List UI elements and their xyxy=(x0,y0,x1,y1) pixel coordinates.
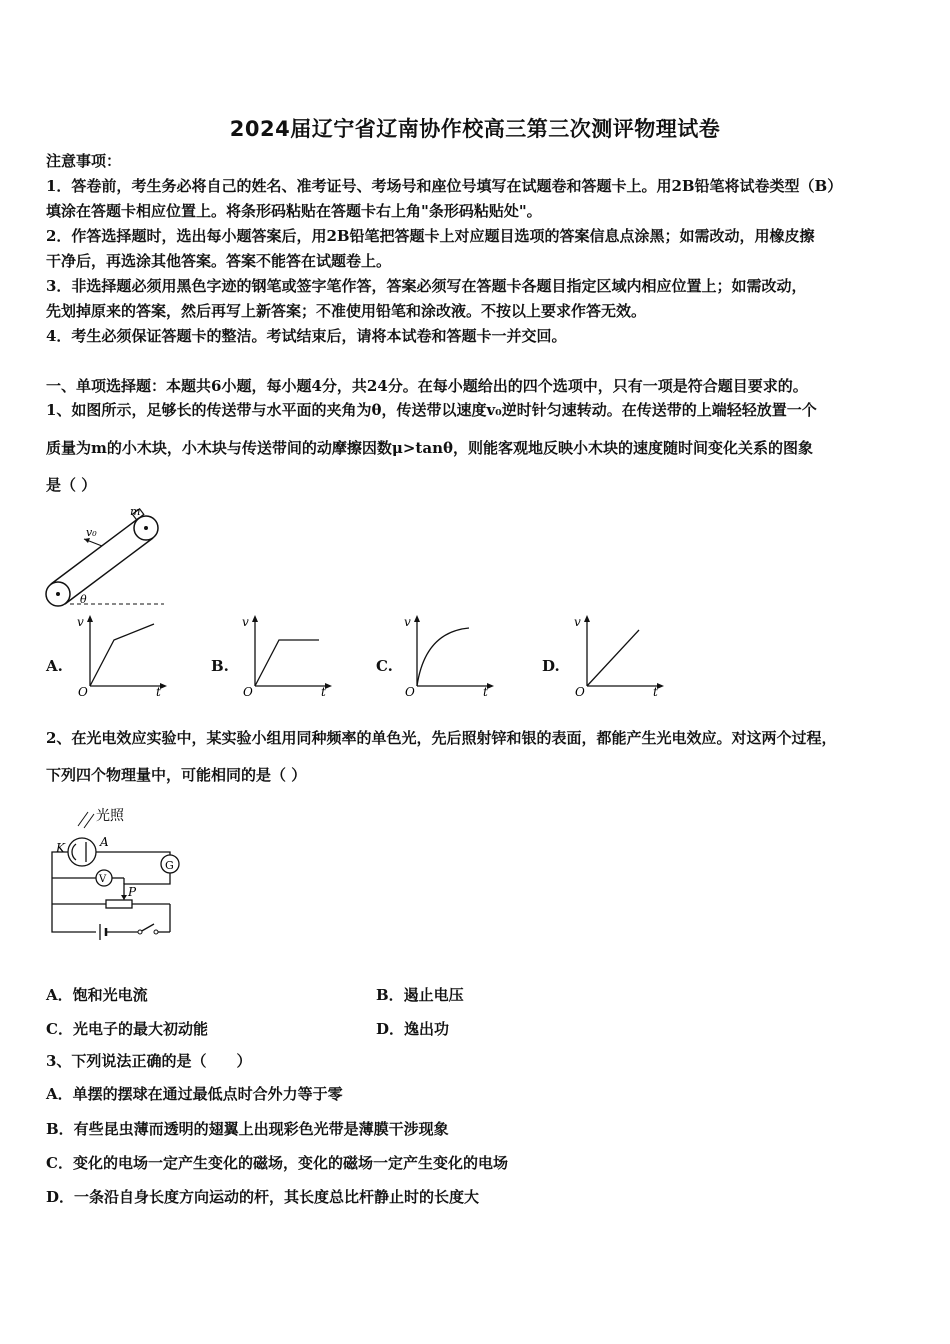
notice-line: 2．作答选择题时，选出每小题答案后，用2B铅笔把答题卡上对应题目选项的答案信息点涂黑；如需改动，用橡皮擦 xyxy=(46,227,815,245)
q1-option-c-letter: C. xyxy=(376,657,393,675)
q2-stem-line: 2、在光电效应实验中，某实验小组用同种频率的单色光，先后照射锌和银的表面，都能产生光电效应。对这两个过程， xyxy=(46,729,837,747)
conveyor-belt-figure xyxy=(40,503,175,609)
q2-option-b: B．遏止电压 xyxy=(376,986,464,1004)
q1-option-a-graph xyxy=(72,612,172,698)
q1-option-d-graph xyxy=(569,612,669,698)
origin-label: O xyxy=(243,685,253,698)
q1-stem-line: 是（ ） xyxy=(46,476,97,494)
q3-option-c: C．变化的电场一定产生变化的磁场，变化的磁场一定产生变化的电场 xyxy=(46,1154,508,1172)
notice-line: 填涂在答题卡相应位置上。将条形码粘贴在答题卡右上角"条形码粘贴处"。 xyxy=(46,202,542,220)
exam-title: 2024届辽宁省辽南协作校高三第三次测评物理试卷 xyxy=(229,117,721,141)
q2-option-d: D．逸出功 xyxy=(376,1020,450,1038)
q2-stem-line: 下列四个物理量中，可能相同的是（ ） xyxy=(46,766,307,784)
q1-option-c-graph xyxy=(399,612,499,698)
section-heading: 一、单项选择题：本题共6小题，每小题4分，共24分。在每小题给出的四个选项中，只有一项是符合题目要求的。 xyxy=(46,377,808,395)
q3-stem: 3、下列说法正确的是（ ） xyxy=(46,1052,252,1070)
mass-label: m xyxy=(130,505,141,518)
q3-option-d: D．一条沿自身长度方向运动的杆，其长度总比杆静止时的长度大 xyxy=(46,1188,480,1206)
t-axis-label: t xyxy=(321,685,326,698)
notice-line: 先划掉原来的答案，然后再写上新答案；不准使用铅笔和涂改液。不按以上要求作答无效。 xyxy=(46,302,647,320)
q1-option-a-letter: A. xyxy=(46,657,63,675)
v-axis-label: v xyxy=(77,615,84,629)
q3-option-b: B．有些昆虫薄而透明的翅翼上出现彩色光带是薄膜干涉现象 xyxy=(46,1120,449,1138)
notice-line: 4．考生必须保证答题卡的整洁。考试结束后，请将本试卷和答题卡一并交回。 xyxy=(46,327,567,345)
t-axis-label: t xyxy=(653,685,658,698)
notice-line: 3．非选择题必须用黑色字迹的钢笔或签字笔作答，答案必须写在答题卡各题目指定区域内相应位置上；如需改动， xyxy=(46,277,807,295)
k-label: K xyxy=(56,841,65,855)
speed-label: v₀ xyxy=(86,526,97,539)
q3-option-a: A．单摆的摆球在通过最低点时合外力等于零 xyxy=(46,1085,343,1103)
a-label: A xyxy=(100,835,109,849)
angle-label: θ xyxy=(80,593,87,606)
p-label: P xyxy=(128,885,137,899)
t-axis-label: t xyxy=(483,685,488,698)
origin-label: O xyxy=(575,685,585,698)
origin-label: O xyxy=(405,685,415,698)
light-label: 光照 xyxy=(96,808,124,824)
q1-stem-line: 1、如图所示，足够长的传送带与水平面的夹角为θ，传送带以速度v₀逆时针匀速转动。在传送带的上端轻轻放置一个 xyxy=(46,401,817,419)
photoelectric-circuit-figure xyxy=(44,800,194,945)
v-meter-label: V xyxy=(99,874,107,885)
notice-heading: 注意事项： xyxy=(46,152,122,170)
q1-option-d-letter: D. xyxy=(542,657,560,675)
t-axis-label: t xyxy=(156,685,161,698)
notice-line: 1．答卷前，考生务必将自己的姓名、准考证号、考场号和座位号填写在试题卷和答题卡上。用2B铅笔将试卷类型（B） xyxy=(46,177,843,195)
q2-option-c: C．光电子的最大初动能 xyxy=(46,1020,208,1038)
v-axis-label: v xyxy=(574,615,581,629)
origin-label: O xyxy=(78,685,88,698)
q2-option-a: A．饱和光电流 xyxy=(46,986,148,1004)
q1-option-b-letter: B. xyxy=(211,657,229,675)
v-axis-label: v xyxy=(404,615,411,629)
q1-option-b-graph xyxy=(237,612,337,698)
v-axis-label: v xyxy=(242,615,249,629)
q1-stem-line: 质量为m的小木块，小木块与传送带间的动摩擦因数μ>tanθ，则能客观地反映小木块的速度随时间变化关系的图象 xyxy=(46,439,813,457)
notice-line: 干净后，再选涂其他答案。答案不能答在试题卷上。 xyxy=(46,252,392,270)
g-label: G xyxy=(165,859,174,872)
